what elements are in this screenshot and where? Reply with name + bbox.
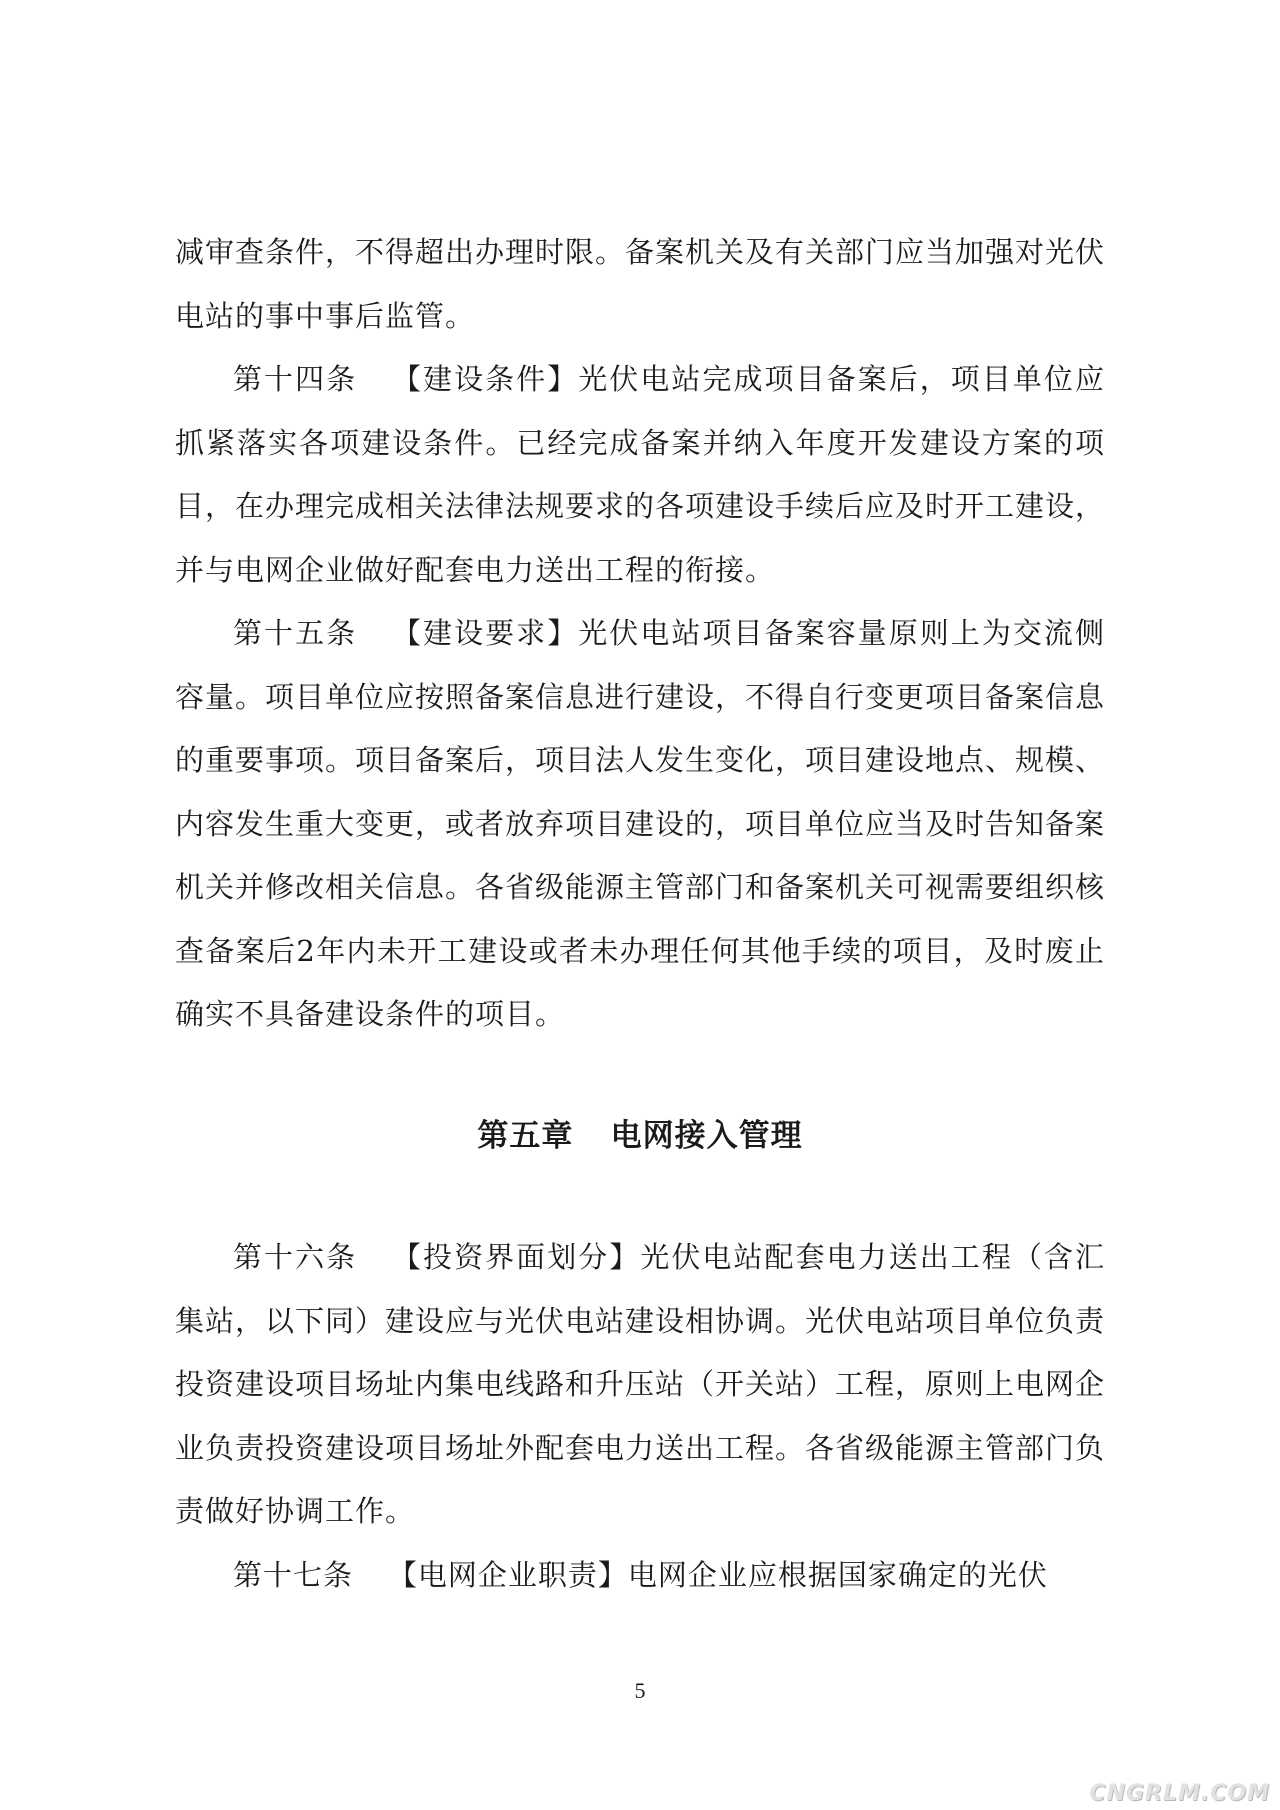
article-number: 第十四条: [233, 362, 358, 396]
article-text: 【电网企业职责】电网企业应根据国家确定的光伏: [387, 1557, 1048, 1592]
article-16: [175, 1226, 1105, 1544]
article-14: [175, 348, 1105, 602]
article-number: 第十五条: [233, 616, 358, 650]
chapter-heading: [0, 1110, 1280, 1155]
paragraph-continued: 减审查条件，不得超出办理时限。备案机关及有关部门应当加强对光伏电站的事中事后监管。: [175, 235, 1106, 333]
article-text: 【建设条件】光伏电站完成项目备案后，项目单位应抓紧落实各项建设条件。已经完成备案并纳入年度开发建设方案的项目，在办理完成相关法律法规要求的各项建设手续后应及时开工建设，并与电网企业做好配套电力送出工程的衔接。: [175, 362, 1106, 587]
chapter-title-text: 电网接入管理: [610, 1118, 803, 1154]
article-text: 【投资界面划分】光伏电站配套电力送出工程（含汇集站，以下同）建设应与光伏电站建设相协调。光伏电站项目单位负责投资建设项目场址内集电线路和升压站（开关站）工程，原则上电网企业负责投资建设项目场址外配套电力送出工程。各省级能源主管部门负责做好协调工作。: [175, 1240, 1106, 1528]
chapter-number: 第五章: [477, 1118, 574, 1154]
article-15: [175, 602, 1105, 1047]
page-number: 5: [634, 1678, 646, 1703]
watermark: CNGRLM.COM: [1089, 1781, 1270, 1806]
lower-text-block: [175, 1226, 1105, 1607]
article-number: 第十七条: [233, 1557, 354, 1592]
upper-text-block: [175, 221, 1105, 1047]
article-text: 【建设要求】光伏电站项目备案容量原则上为交流侧容量。项目单位应按照备案信息进行建设，不得自行变更项目备案信息的重要事项。项目备案后，项目法人发生变化，项目建设地点、规模、内容发生重大变更，或者放弃项目建设的，项目单位应当及时告知备案机关并修改相关信息。各省级能源主管部门和备案机关可视需要组织核查备案后2年内未开工建设或者未办理任何其他手续的项目，及时废止确实不具备建设条件的项目。: [175, 616, 1106, 1031]
article-number: 第十六条: [233, 1240, 358, 1274]
article-17: [175, 1544, 1105, 1608]
